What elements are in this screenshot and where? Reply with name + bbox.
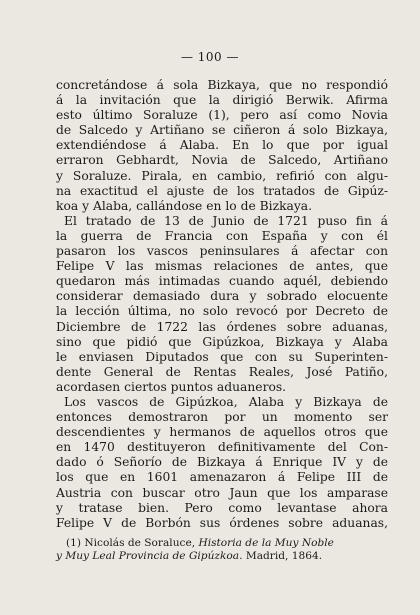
text-line: extendiéndose á Alaba. En lo que por igual [56, 138, 388, 153]
text-line: koa y Alaba, callándose en lo de Bizkaya. [56, 198, 313, 213]
footnote-line [56, 550, 388, 563]
page-number: — 100 — [180, 50, 240, 64]
footnote-imprint: Madrid, 1864. [245, 550, 323, 563]
footnote-title: Historia de la Muy Noble [198, 537, 334, 549]
text-line: dente General de Rentas Reales, José Patiño, [56, 364, 388, 379]
text-line: pasaron los vascos peninsulares á afectar con [56, 244, 388, 259]
text-line: descendientes y hermanos de aquellos otros que [56, 425, 388, 440]
footnote-line [56, 537, 388, 550]
footnote [56, 537, 388, 563]
text-line: y Soraluze. Pirala, en cambio, refirió con algu- [56, 168, 388, 183]
text-line: concretándose á sola Bizkaya, que no respondió [56, 78, 388, 92]
text-line: en 1470 destituyeron definitivamente del Con- [56, 440, 388, 455]
text-line: dado ó Señorío de Bizkaya á Enrique IV y de [56, 455, 388, 470]
footnote-title-continued: y Muy Leal Provincia de Gipúzkoa. [56, 550, 243, 563]
text-line: sino que pidió que Gipúzkoa, Bizkaya y Alaba [56, 334, 388, 349]
text-line: le enviasen Diputados que con su Superinten- [56, 349, 388, 364]
text-line: la guerra de Francia con España y con él [56, 228, 388, 243]
text-line: acordasen ciertos puntos aduaneros. [56, 379, 287, 394]
text-line: los que en 1601 amenazaron á Felipe III de [56, 470, 388, 485]
text-line: á la invitación que la dirigió Berwik. Afirma [56, 93, 388, 108]
text-line: quedaron más intimadas cuando aquél, debiendo [56, 274, 388, 289]
text-line: la lección última, no solo revocó por Decreto de [56, 304, 388, 319]
text-line: y tratase bien. Pero como levantase ahora [56, 500, 388, 515]
footnote-marker: (1) [66, 537, 82, 549]
text-line: Los vascos de Gipúzkoa, Alaba y Bizkaya de [64, 394, 388, 409]
text-line: esto último Soraluze (1), pero así como Novia [56, 108, 388, 123]
text-line: entonces demostraron por un momento ser [56, 410, 388, 425]
text-line: na exactitud el ajuste de los tratados de Gipúz- [56, 183, 388, 198]
text-line: erraron Gebhardt, Novia de Salcedo, Artiñano [56, 153, 388, 168]
text-line: de Salcedo y Artiñano se ciñeron á solo Bizkaya, [56, 123, 388, 138]
text-line: Austria con buscar otro Jaun que los amparase [56, 485, 388, 500]
text-line: Felipe V de Borbón sus órdenes sobre aduanas, [56, 515, 388, 530]
text-line: Felipe V las mismas relaciones de antes, que [56, 259, 388, 274]
text-line: considerar demasiado dura y sobrado elocuente [56, 289, 388, 304]
footnote-author: Nicolás de Soraluce, [84, 537, 196, 549]
text-line: El tratado de 13 de Junio de 1721 puso fin á [64, 213, 388, 228]
body-text [56, 78, 388, 531]
text-line: Diciembre de 1722 las órdenes sobre aduanas, [56, 319, 388, 334]
